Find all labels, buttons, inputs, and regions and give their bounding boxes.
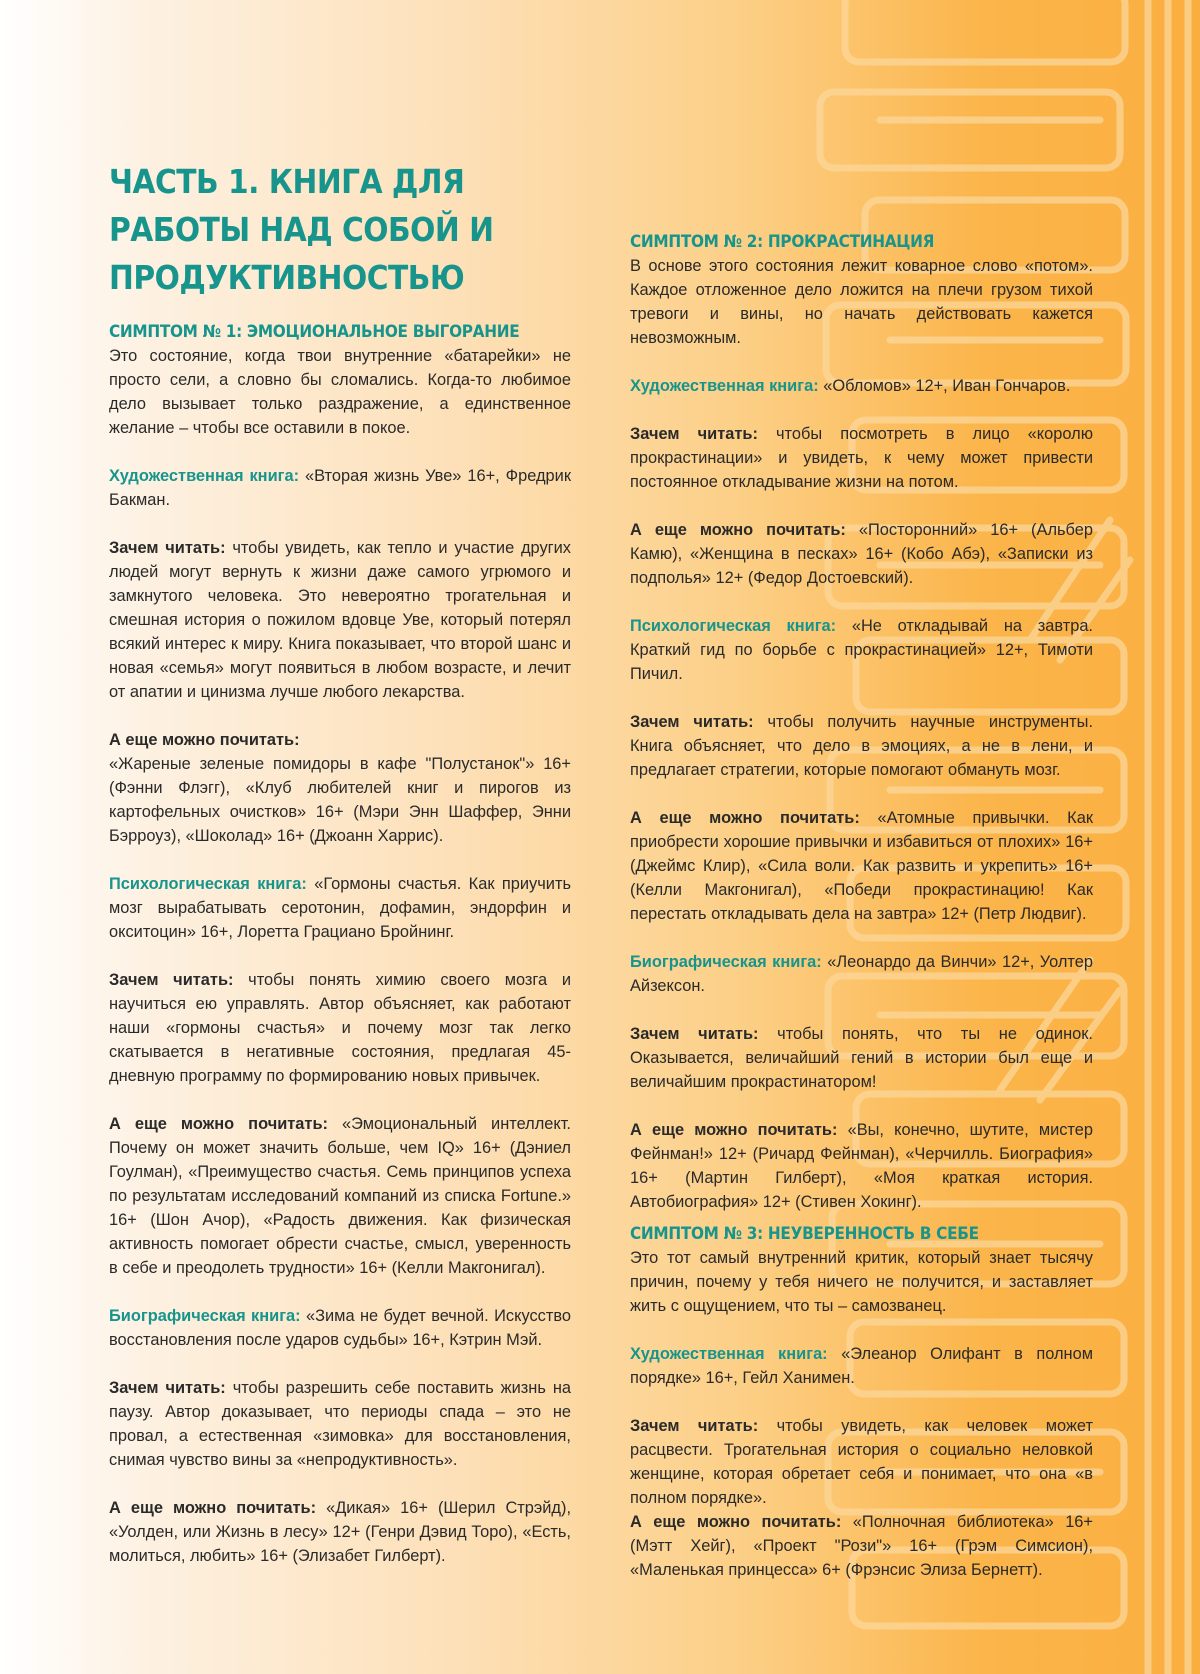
why-label: Зачем читать:	[109, 971, 234, 989]
s1-fiction-why-text: чтобы увидеть, как тепло и участие других людей могут вернуть к жизни даже самого угрюмого и замкнутого человека. Это невероятно трогательная и смешная история о пожилом вдовце Уве, который потерял всякий интерес к миру. Книга показывает, что второй шанс и новая «семья» могут появиться в любом возрасте, и лечит от апатии и цинизма лучше любого лекарства.	[109, 539, 571, 701]
s2-bio-why-block	[630, 1022, 1093, 1094]
s1-psych-why-text: чтобы понять химию своего мозга и научиться ею управлять. Автор объясняет, как работают наши «гормоны счастья» и почему мозг так легко скатывается в негативные состояния, предлагая 45-дневную программу по формированию новых привычек.	[109, 971, 571, 1085]
fiction-label: Художественная книга:	[630, 1345, 828, 1363]
bio-label: Биографическая книга:	[109, 1307, 301, 1325]
s2-bio-more-block	[630, 1118, 1093, 1214]
left-column	[109, 158, 571, 1592]
s2-fiction-more-block	[630, 518, 1093, 590]
s1-psych-block	[109, 872, 571, 944]
s2-fiction-text: «Обломов» 12+, Иван Гончаров.	[823, 377, 1071, 395]
s1-psych-more-text: «Эмоциональный интеллект. Почему он может значить больше, чем IQ» 16+ (Дэниел Гоулман), «Преимущество счастья. Семь принципов успеха по результатам исследований компаний из списка Fortune.» 16+ (Шон Ачор), «Радость движения. Как физическая активность помогает обрести счастье, смысл, уверенность в себе и преодолеть трудности» 16+ (Келли Макгонигал).	[109, 1115, 571, 1277]
s2-fiction-why-block	[630, 422, 1093, 494]
why-label: Зачем читать:	[630, 713, 754, 731]
symptom-2-heading: СИМПТОМ № 2: ПРОКРАСТИНАЦИЯ	[630, 232, 935, 252]
s1-fiction-why-block	[109, 536, 571, 704]
s2-psych-why-block	[630, 710, 1093, 782]
fiction-label: Художественная книга:	[109, 467, 300, 485]
symptom-1-intro: Это состояние, когда твои внутренние «батарейки» не просто сели, а словно бы сломались. Когда-то любимое дело вызывает только раздражение, а единственное желание – чтобы все оставили в покое.	[109, 347, 571, 437]
symptom-3-intro: Это тот самый внутренний критик, который знает тысячу причин, почему у тебя ничего не получится, и заставляет жить с ощущением, что ты – самозванец.	[630, 1249, 1093, 1315]
s2-bio-more-text: «Вы, конечно, шутите, мистер Фейнман!» 12+ (Ричард Фейнман), «Черчилль. Биография» 16+ (Мартин Гилберт), «Моя краткая история. Автобиография» 12+ (Стивен Хокинг).	[630, 1121, 1093, 1211]
psych-label: Психологическая книга:	[630, 617, 837, 635]
s3-fiction-why-block	[630, 1414, 1093, 1510]
s1-bio-why-text: чтобы разрешить себе поставить жизнь на паузу. Автор доказывает, что периоды спада – это не провал, а естественная «зимовка» для восстановления, снимая чувство вины за «непродуктивность».	[109, 1379, 571, 1469]
bio-label: Биографическая книга:	[630, 953, 822, 971]
s1-bio-more-text: «Дикая» 16+ (Шерил Стрэйд), «Уолден, или Жизнь в лесу» 12+ (Генри Дэвид Торо), «Есть, молиться, любить» 16+ (Элизабет Гилберт).	[109, 1499, 571, 1565]
right-column	[630, 158, 1093, 1582]
more-label: А еще можно почитать:	[109, 731, 300, 749]
s1-psych-text: «Гормоны счастья. Как приучить мозг вырабатывать серотонин, дофамин, эндорфин и окситоцин» 16+, Лоретта Грациано Бройнинг.	[109, 875, 571, 941]
s2-fiction-block	[630, 374, 1093, 398]
why-label: Зачем читать:	[630, 1417, 759, 1435]
why-label: Зачем читать:	[109, 1379, 226, 1397]
s2-bio-block	[630, 950, 1093, 998]
s1-bio-block	[109, 1304, 571, 1352]
more-label: А еще можно почитать:	[109, 1499, 317, 1517]
s2-psych-more-text: «Атомные привычки. Как приобрести хорошие привычки и избавиться от плохих» 16+ (Джеймс Клир), «Сила воли. Как развить и укрепить» 16+ (Келли Макгонигал), «Победи прокрастинацию! Как перестать откладывать дела на завтра» 12+ (Петр Людвиг).	[630, 809, 1093, 923]
s1-fiction-more-text: «Жареные зеленые помидоры в кафе "Полустанок"» 16+ (Фэнни Флэгг), «Клуб любителей книг и пирогов из картофельных очистков» 16+ (Мэри Энн Шаффер, Энни Бэрроуз), «Шоколад» 16+ (Джоанн Харрис).	[109, 755, 571, 845]
page-title: ЧАСТЬ 1. КНИГА ДЛЯ РАБОТЫ НАД СОБОЙ И ПРОДУКТИВНОСТЬЮ	[109, 162, 494, 297]
s1-bio-more-block	[109, 1496, 571, 1568]
s1-psych-more-block	[109, 1112, 571, 1280]
more-label: А еще можно почитать:	[630, 521, 846, 539]
fiction-label: Художественная книга:	[630, 377, 819, 395]
s3-fiction-block	[630, 1342, 1093, 1390]
symptom-2-intro: В основе этого состояния лежит коварное слово «потом». Каждое отложенное дело ложится на плечи грузом тихой тревоги и вины, но начать действовать кажется невозможным.	[630, 257, 1093, 347]
s3-fiction-text: «Элеанор Олифант в полном порядке» 16+, Гейл Ханимен.	[630, 1345, 1093, 1387]
more-label: А еще можно почитать:	[109, 1115, 328, 1133]
s2-psych-block	[630, 614, 1093, 686]
s1-fiction-block	[109, 464, 571, 512]
s2-bio-why-text: чтобы понять, что ты не одинок. Оказывается, величайший гений в истории был еще и величайшим прокрастинатором!	[630, 1025, 1093, 1091]
s1-bio-why-block	[109, 1376, 571, 1472]
more-label: А еще можно почитать:	[630, 1513, 842, 1531]
s3-fiction-why-text: чтобы увидеть, как человек может расцвести. Трогательная история о социально неловкой женщине, которая обретает себя и понимает, что она «в полном порядке».	[630, 1417, 1093, 1507]
s1-fiction-more-block	[109, 728, 571, 848]
s3-fiction-more-block	[630, 1510, 1093, 1582]
symptom-3-heading: СИМПТОМ № 3: НЕУВЕРЕННОСТЬ В СЕБЕ	[630, 1224, 979, 1244]
s2-psych-why-text: чтобы получить научные инструменты. Книга объясняет, что дело в эмоциях, а не в лени, и предлагает стратегии, которые помогают обмануть мозг.	[630, 713, 1093, 779]
s2-fiction-more-text: «Посторонний» 16+ (Альбер Камю), «Женщина в песках» 16+ (Кобо Абэ), «Записки из подполья» 12+ (Федор Достоевский).	[630, 521, 1093, 587]
s3-fiction-more-text: «Полночная библиотека» 16+ (Мэтт Хейг), «Проект "Рози"» 16+ (Грэм Симсион), «Маленькая принцесса» 6+ (Фрэнсис Элиза Бернетт).	[630, 1513, 1093, 1579]
s1-psych-why-block	[109, 968, 571, 1088]
s2-psych-text: «Не откладывай на завтра. Краткий гид по борьбе с прокрастинацией» 12+, Тимоти Пичил.	[630, 617, 1093, 683]
psych-label: Психологическая книга:	[109, 875, 307, 893]
why-label: Зачем читать:	[630, 1025, 759, 1043]
s2-fiction-why-text: чтобы посмотреть в лицо «королю прокрастинации» и увидеть, к чему может привести постоянное откладывание жизни на потом.	[630, 425, 1093, 491]
symptom-1-heading: СИМПТОМ № 1: ЭМОЦИОНАЛЬНОЕ ВЫГОРАНИЕ	[109, 322, 520, 342]
s2-bio-text: «Леонардо да Винчи» 12+, Уолтер Айзексон.	[630, 953, 1093, 995]
s2-psych-more-block	[630, 806, 1093, 926]
why-label: Зачем читать:	[109, 539, 226, 557]
more-label: А еще можно почитать:	[630, 1121, 838, 1139]
s1-bio-text: «Зима не будет вечной. Искусство восстановления после ударов судьбы» 16+, Кэтрин Мэй.	[109, 1307, 571, 1349]
more-label: А еще можно почитать:	[630, 809, 860, 827]
s1-fiction-text: «Вторая жизнь Уве» 16+, Фредрик Бакман.	[109, 467, 571, 509]
why-label: Зачем читать:	[630, 425, 758, 443]
